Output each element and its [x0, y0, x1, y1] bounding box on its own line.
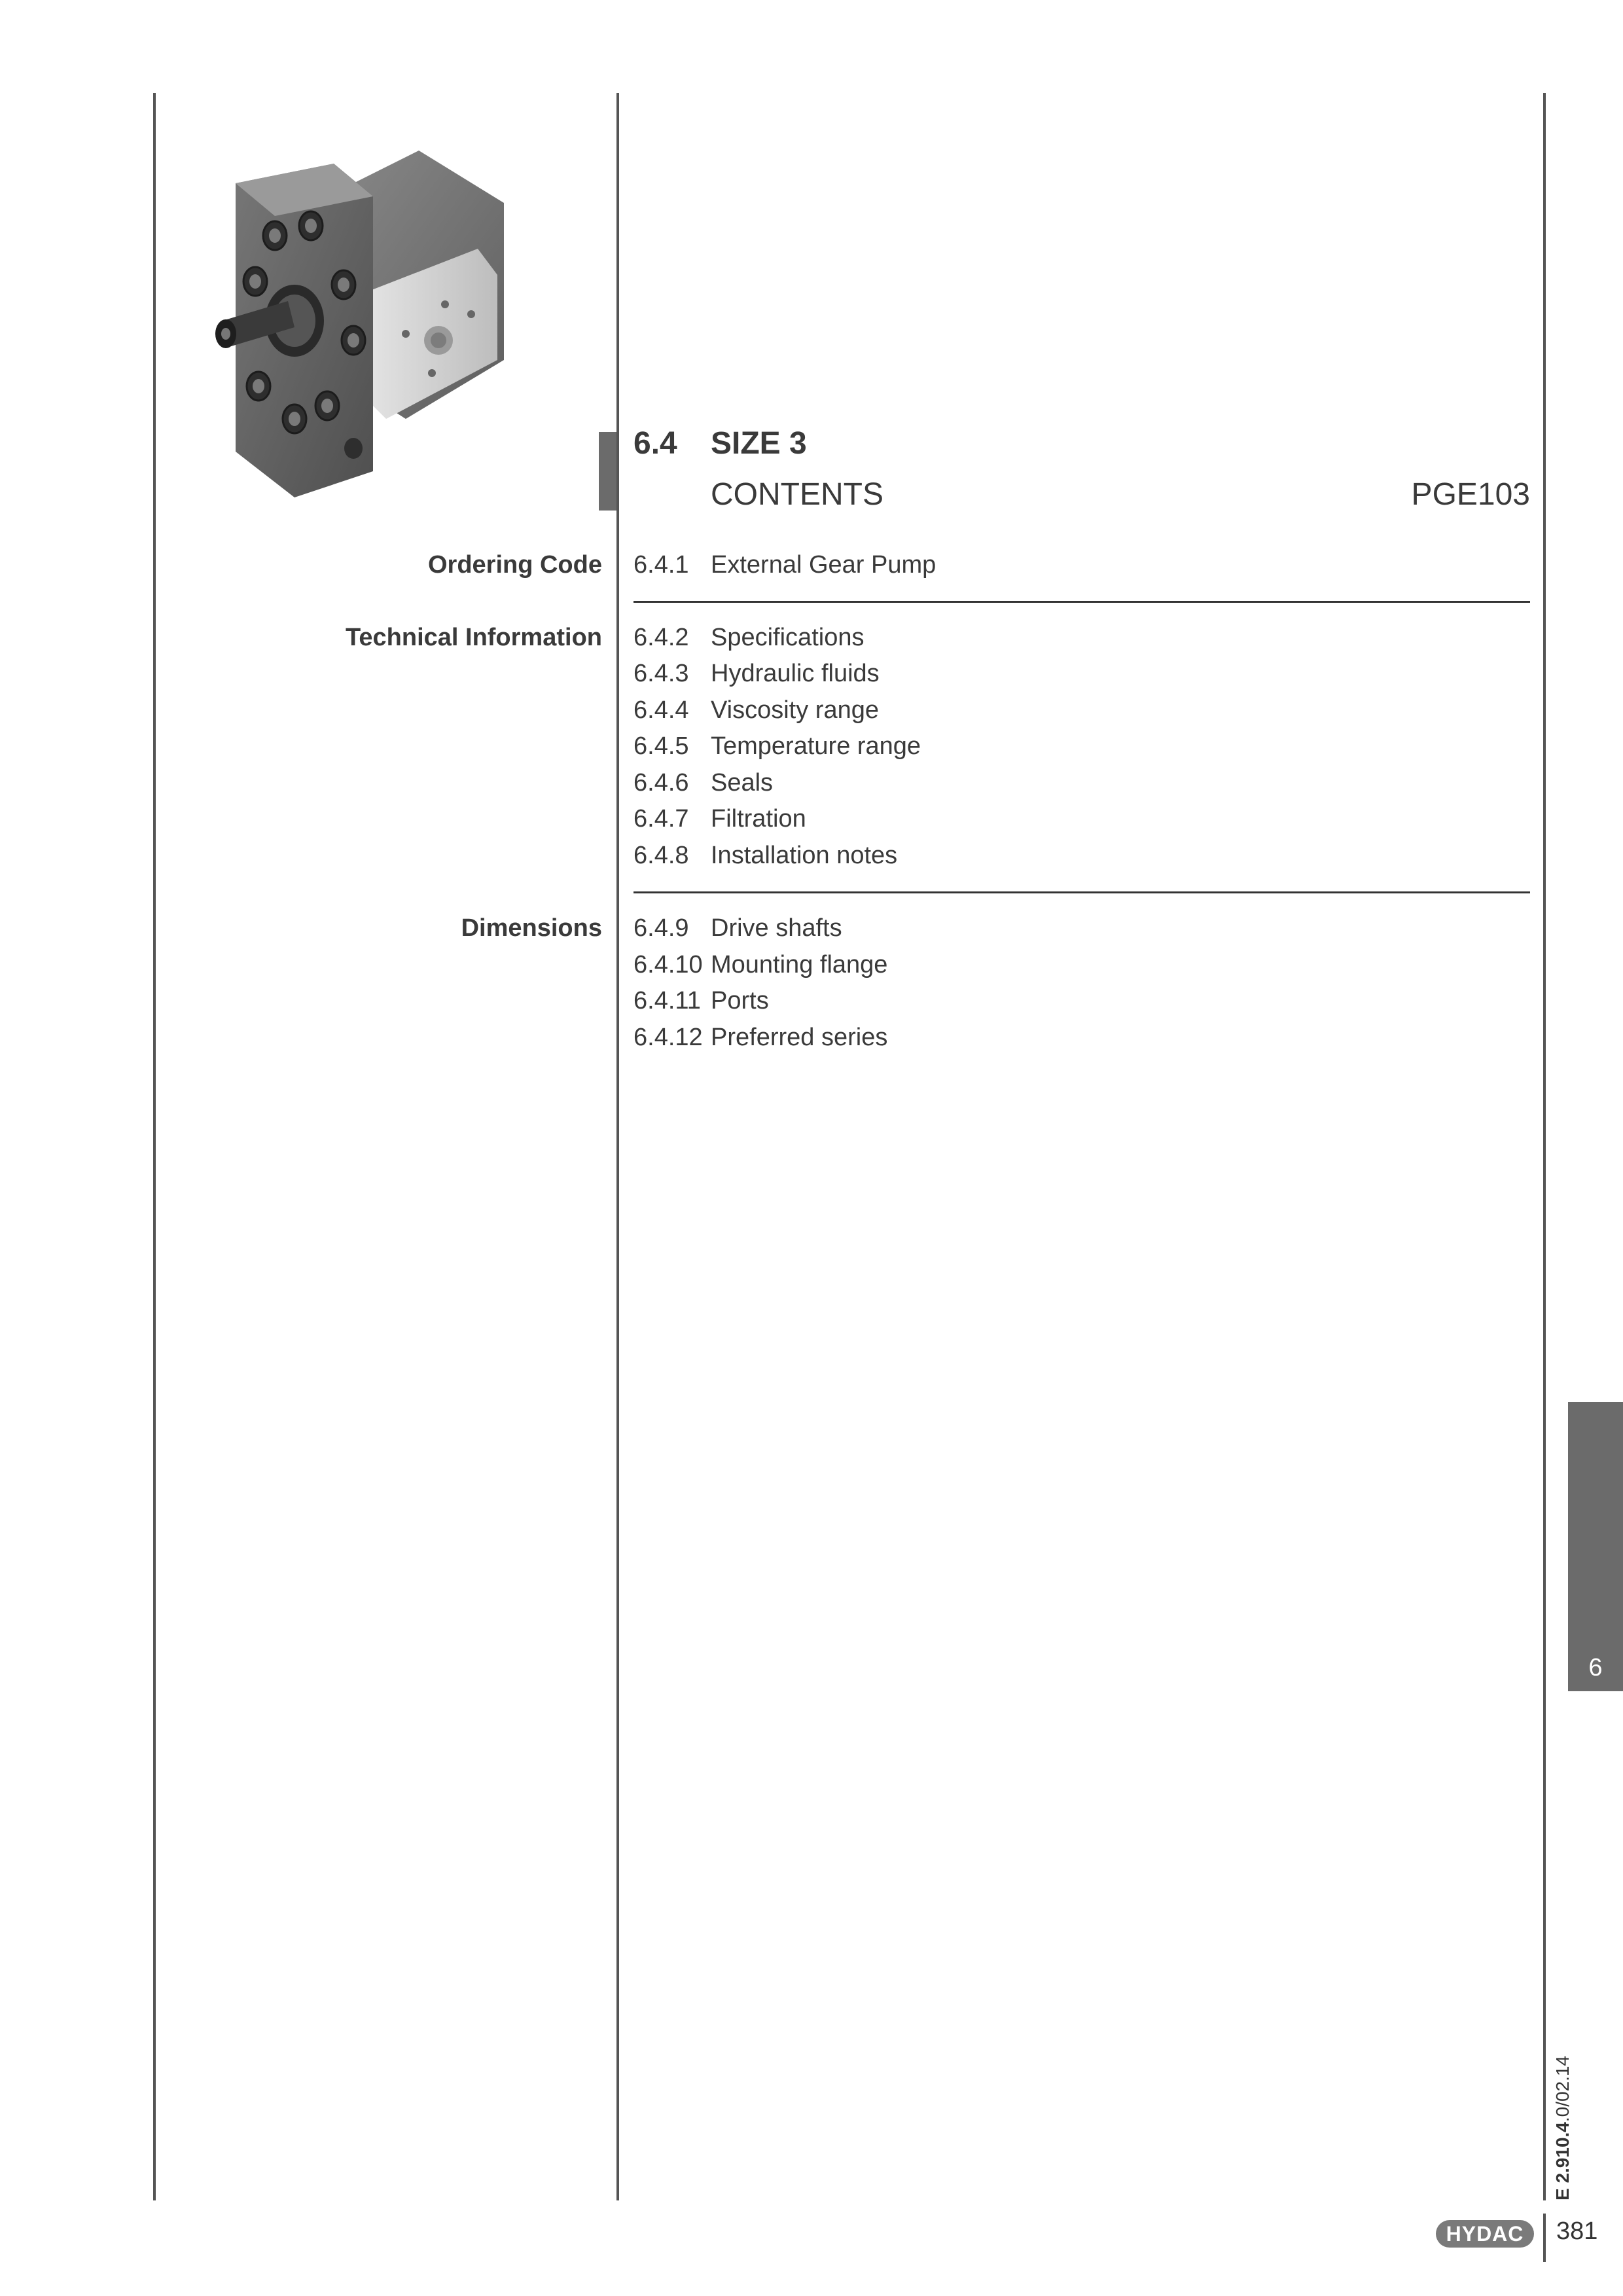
- toc-number: 6.4.3: [633, 660, 689, 687]
- toc-number: 6.4.5: [633, 732, 689, 760]
- group-label-dimensions: Dimensions: [461, 914, 602, 942]
- toc-number: 6.4.4: [633, 696, 689, 724]
- toc-entry-link[interactable]: External Gear Pump: [711, 551, 936, 579]
- toc-number: 6.4.2: [633, 624, 689, 651]
- section-marker-bar: [599, 432, 616, 511]
- chapter-tab: [1568, 1402, 1623, 1691]
- toc-number: 6.4.8: [633, 842, 689, 869]
- toc-number: 6.4.7: [633, 805, 689, 833]
- toc-number: 6.4.12: [633, 1024, 703, 1051]
- left-border-line: [153, 93, 156, 2200]
- section-number: 6.4: [633, 426, 677, 461]
- document-reference: [1552, 2055, 1573, 2200]
- contents-subtitle: CONTENTS: [711, 477, 883, 512]
- toc-entry-link[interactable]: Seals: [711, 769, 774, 797]
- toc-entry-link[interactable]: Drive shafts: [711, 914, 842, 942]
- toc-entry-link[interactable]: Ports: [711, 987, 769, 1014]
- product-code: PGE103: [1411, 477, 1530, 512]
- group-divider: [633, 891, 1530, 893]
- column-divider-line: [616, 93, 619, 2200]
- toc-entry-link[interactable]: Preferred series: [711, 1024, 888, 1051]
- right-border-line: [1543, 93, 1546, 2200]
- toc-number: 6.4.1: [633, 551, 689, 579]
- toc-number: 6.4.11: [633, 987, 701, 1014]
- toc-entry-link[interactable]: Hydraulic fluids: [711, 660, 880, 687]
- toc-entry-link[interactable]: Specifications: [711, 624, 865, 651]
- hydac-logo: HYDAC: [1436, 2220, 1534, 2248]
- document-reference-version: .0/02.14: [1552, 2055, 1573, 2123]
- toc-entry-link[interactable]: Installation notes: [711, 842, 898, 869]
- toc-entry-link[interactable]: Viscosity range: [711, 696, 879, 724]
- toc-number: 6.4.6: [633, 769, 689, 797]
- toc-number: 6.4.10: [633, 951, 703, 978]
- gear-pump-photo: [196, 144, 524, 497]
- toc-entry-link[interactable]: Temperature range: [711, 732, 921, 760]
- toc-entry-link[interactable]: Mounting flange: [711, 951, 888, 978]
- toc-entry-link[interactable]: Filtration: [711, 805, 806, 833]
- group-divider: [633, 601, 1530, 603]
- chapter-number: 6: [1588, 1654, 1603, 1681]
- section-title: SIZE 3: [711, 426, 807, 461]
- document-reference-code: E 2.910.4: [1552, 2122, 1573, 2200]
- group-label-ordering-code: Ordering Code: [427, 551, 602, 579]
- page-number: 381: [1556, 2217, 1598, 2245]
- toc-number: 6.4.9: [633, 914, 689, 942]
- group-label-technical-information: Technical Information: [345, 624, 602, 651]
- footer-divider-line: [1543, 2214, 1546, 2262]
